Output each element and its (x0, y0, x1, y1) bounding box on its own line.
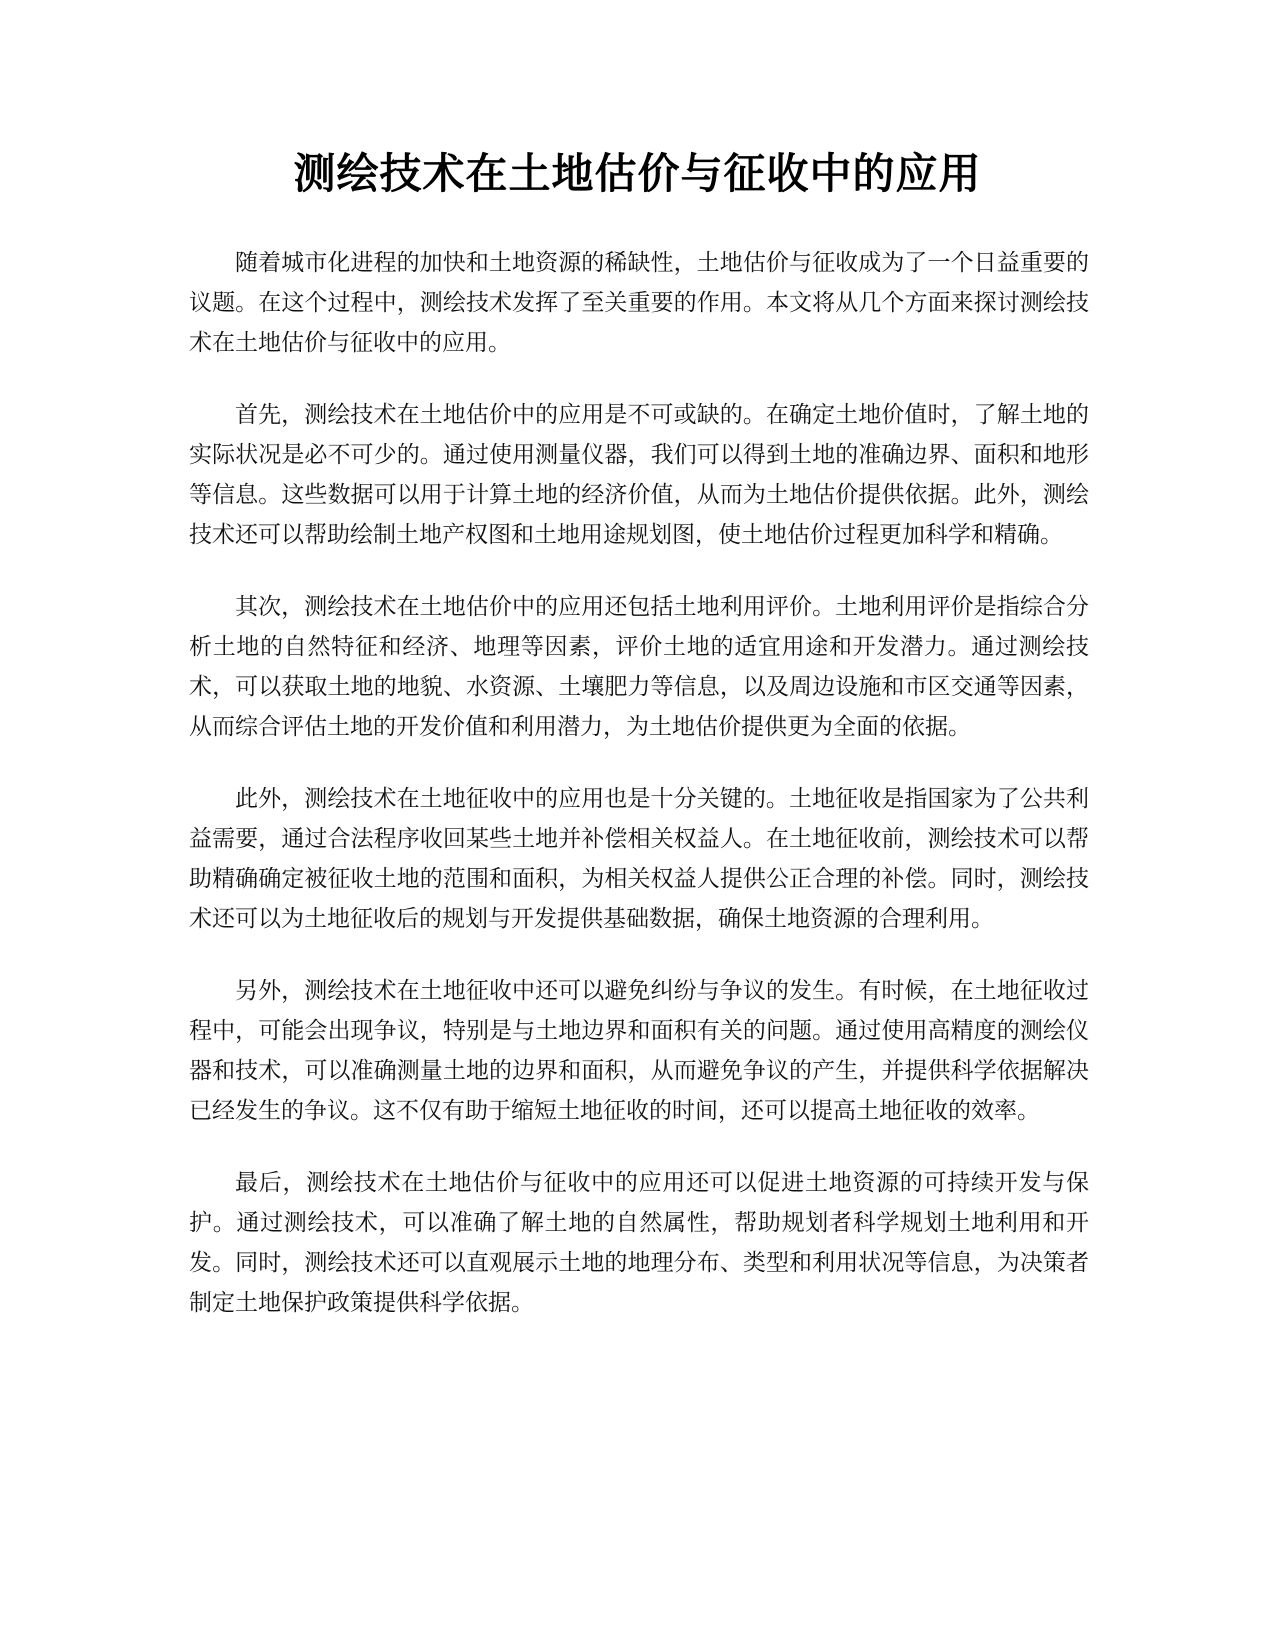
paragraph-6: 最后，测绘技术在土地估价与征收中的应用还可以促进土地资源的可持续开发与保护。通过测绘技术，可以准确了解土地的自然属性，帮助规划者科学规划土地利用和开发。同时，测绘技术还可以直观展示土地的地理分布、类型和利用状况等信息，为决策者制定土地保护政策提供科学依据。 (189, 1170, 1089, 1316)
document-body (189, 243, 1089, 1355)
paragraph-4: 此外，测绘技术在土地征收中的应用也是十分关键的。土地征收是指国家为了公共利益需要，通过合法程序收回某些土地并补偿相关权益人。在土地征收前，测绘技术可以帮助精确确定被征收土地的范围和面积，为相关权益人提供公正合理的补偿。同时，测绘技术还可以为土地征收后的规划与开发提供基础数据，确保土地资源的合理利用。 (189, 786, 1089, 932)
paragraph-1: 随着城市化进程的加快和土地资源的稀缺性，土地估价与征收成为了一个日益重要的议题。在这个过程中，测绘技术发挥了至关重要的作用。本文将从几个方面来探讨测绘技术在土地估价与征收中的应用。 (189, 250, 1089, 356)
paragraph-5: 另外，测绘技术在土地征收中还可以避免纠纷与争议的发生。有时候，在土地征收过程中，可能会出现争议，特别是与土地边界和面积有关的问题。通过使用高精度的测绘仪器和技术，可以准确测量土地的边界和面积，从而避免争议的产生，并提供科学依据解决已经发生的争议。这不仅有助于缩短土地征收的时间，还可以提高土地征收的效率。 (189, 978, 1089, 1124)
document-title: 测绘技术在土地估价与征收中的应用 (293, 149, 982, 198)
paragraph-2: 首先，测绘技术在土地估价中的应用是不可或缺的。在确定土地价值时，了解土地的实际状况是必不可少的。通过使用测量仪器，我们可以得到土地的准确边界、面积和地形等信息。这些数据可以用于计算土地的经济价值，从而为土地估价提供依据。此外，测绘技术还可以帮助绘制土地产权图和土地用途规划图，使土地估价过程更加科学和精确。 (189, 402, 1089, 548)
paragraph-3: 其次，测绘技术在土地估价中的应用还包括土地利用评价。土地利用评价是指综合分析土地的自然特征和经济、地理等因素，评价土地的适宜用途和开发潜力。通过测绘技术，可以获取土地的地貌、水资源、土壤肥力等信息，以及周边设施和市区交通等因素，从而综合评估土地的开发价值和利用潜力，为土地估价提供更为全面的依据。 (189, 594, 1089, 740)
